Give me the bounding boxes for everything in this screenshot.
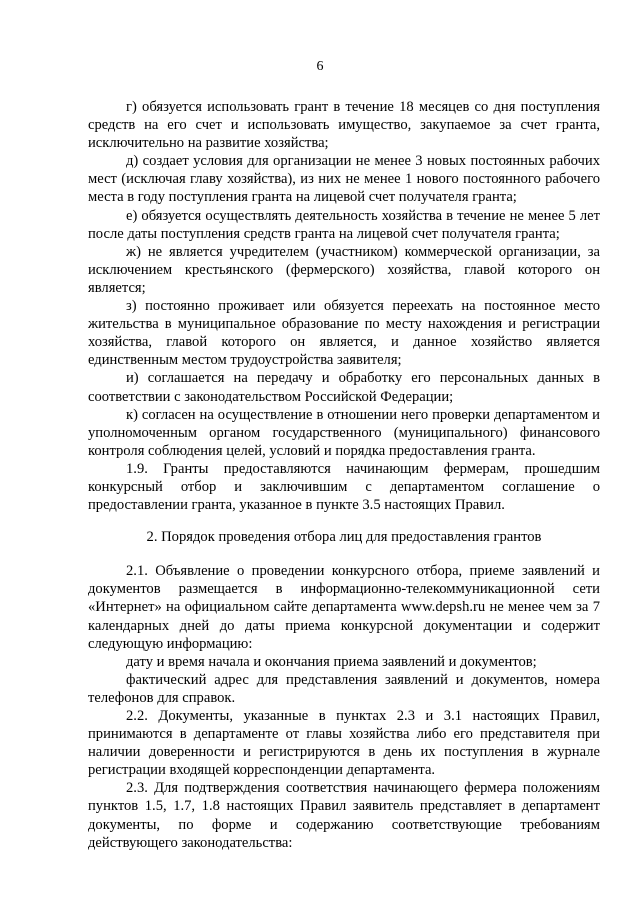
paragraph-2-1-address: фактический адрес для представления заявлений и документов, номера телефонов для справок. — [88, 671, 600, 706]
paragraph-2-1-date: дату и время начала и окончания приема заявлений и документов; — [126, 653, 537, 670]
section-heading: 2. Порядок проведения отбора лиц для предоставления грантов — [146, 529, 542, 546]
paragraph-g: г) обязуется использовать грант в течение 18 месяцев со дня поступления средств на его счет и использовать имущество, закупаемое за счет гранта, исключительно на развитие хозяйства; — [88, 99, 600, 152]
paragraph-1-9: 1.9. Гранты предоставляются начинающим фермерам, прошедшим конкурсный отбор и заключившим с департаментом соглашение о предоставлении гранта, указанное в пункте 3.5 настоящих Правил. — [88, 460, 600, 514]
paragraph-2-1: 2.1. Объявление о проведении конкурсного отбора, приеме заявлений и документов размещается в информационно-телекоммуникационной сети «Интернет» на официальном сайте департамента www.depsh.ru не менее чем за 7 календарных дней до даты приема конкурсной документации и содержит следующую информацию: — [88, 563, 600, 652]
paragraph-d: д) создает условия для организации не менее 3 новых постоянных рабочих мест (исключая главу хозяйства), из них не менее 1 нового постоянного рабочего места в году поступления гранта на лицевой счет получателя гранта; — [88, 153, 600, 206]
paragraph-e: е) обязуется осуществлять деятельность хозяйства в течение не менее 5 лет после даты поступления средств гранта на лицевой счет получателя гранта; — [88, 207, 600, 242]
paragraph-k: к) согласен на осуществление в отношении него проверки департаментом и уполномоченным органом государственного (муниципального) финансового контроля соблюдения целей, условий и порядка предоставления гранта. — [88, 406, 600, 459]
paragraph-zh: ж) не является учредителем (участником) коммерческой организации, за исключением крестьянского (фермерского) хозяйства, главой которого он является; — [88, 243, 600, 296]
paragraph-i: и) соглашается на передачу и обработку его персональных данных в соответствии с законодательством Российской Федерации; — [88, 370, 600, 405]
page-number: 6 — [316, 59, 324, 74]
paragraph-z: з) постоянно проживает или обязуется переехать на постоянное место жительства в муниципальное образование по месту нахождения и регистрации хозяйства, главой которого он является, и данное хозяйство является единственным местом трудоустройства заявителя; — [88, 298, 600, 369]
paragraph-2-2: 2.2. Документы, указанные в пунктах 2.3 и 3.1 настоящих Правил, принимаются в департаменте от главы хозяйства либо его представителя при наличии доверенности и регистрируются в день их поступления в журнале регистрации входящей корреспонденции департамента. — [88, 708, 600, 779]
paragraph-2-3: 2.3. Для подтверждения соответствия начинающего фермера положениям пунктов 1.5, 1.7, 1.8 настоящих Правил заявитель представляет в департамент документы, по форме и содержанию соответствующие требованиям действующего законодательства: — [88, 780, 600, 851]
document-body — [88, 98, 600, 852]
